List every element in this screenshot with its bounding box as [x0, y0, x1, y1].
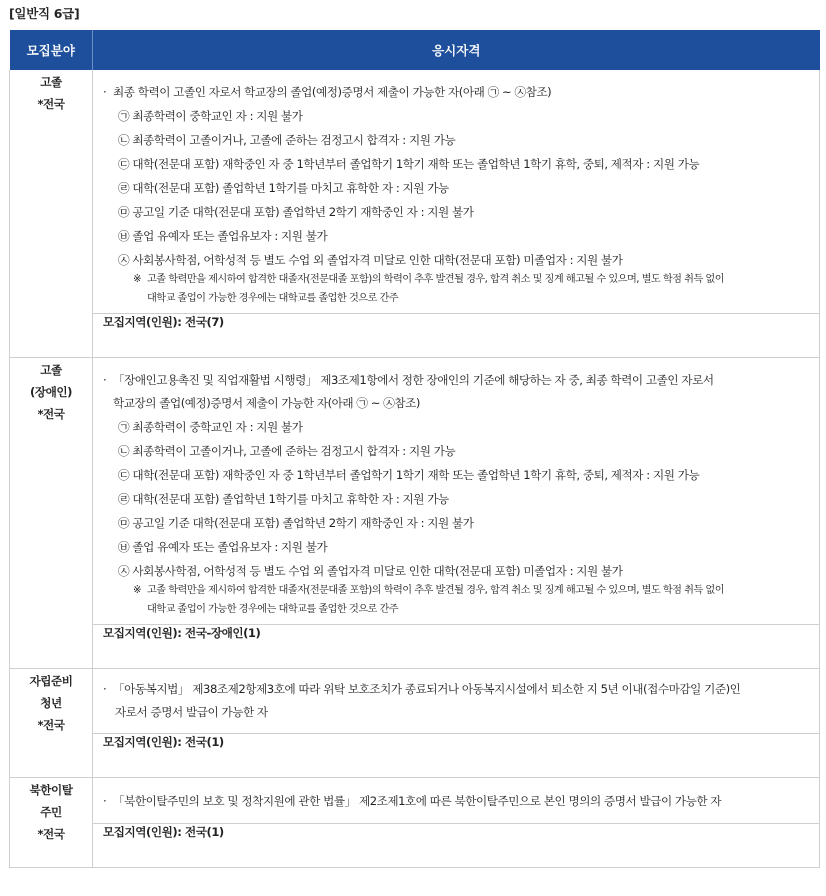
table-row [10, 734, 820, 778]
sub-item: ㉢ 대학(전문대 포함) 재학중인 자 중 1학년부터 졸업학기 1학기 재학 또는 졸업학년 1학기 휴학, 중퇴, 제적자 : 지원 가능 [118, 157, 700, 171]
sub-item: ㉥ 졸업 유예자 또는 졸업유보자 : 지원 불가 [118, 229, 328, 243]
main-qualification: · 최종 학력이 고졸인 자로서 학교장의 졸업(예정)증명서 제출이 가능한 자(아래 ㉠ ~ ㉦참조) [103, 85, 552, 99]
region-cell: 모집지역(인원): 전국(1) [93, 824, 820, 868]
field-cell: 북한이탈 주민 *전국 [10, 778, 93, 868]
field-cell: 자립준비 청년 *전국 [10, 669, 93, 778]
field-cell: 고졸 (장애인) *전국 [10, 358, 93, 669]
header-qualification: 응시자격 [93, 30, 820, 70]
sub-item: ㉥ 졸업 유예자 또는 졸업유보자 : 지원 불가 [118, 540, 328, 554]
sub-item: ㉦ 사회봉사학점, 어학성적 등 별도 수업 외 졸업자격 미달로 인한 대학(전문대 포함) 미졸업자 : 지원 불가 [118, 564, 623, 578]
header-field: 모집분야 [10, 30, 93, 70]
sub-item: ㉠ 최종학력이 중학교인 자 : 지원 불가 [118, 420, 303, 434]
table-row [10, 625, 820, 669]
section-caption: [일반직 6급] [9, 6, 80, 21]
qualification-cell: · 「아동복지법」 제38조제2항제3호에 따라 위탁 보호조치가 종료되거나 아동복지시설에서 퇴소한 지 5년 이내(접수마감일 기준)인 자로서 증명서 발급이 가능한 자 [93, 669, 820, 734]
sub-item: ㉣ 대학(전문대 포함) 졸업학년 1학기를 마치고 휴학한 자 : 지원 가능 [118, 492, 449, 506]
table-row [10, 358, 820, 625]
sub-item: ㉠ 최종학력이 중학교인 자 : 지원 불가 [118, 109, 303, 123]
main-qualification: · 「장애인고용촉진 및 직업재활법 시행령」 제3조제1항에서 정한 장애인의 기준에 해당하는 자 중, 최종 학력이 고졸인 자로서 [103, 373, 714, 387]
qualification-cell: · 「장애인고용촉진 및 직업재활법 시행령」 제3조제1항에서 정한 장애인의 기준에 해당하는 자 중, 최종 학력이 고졸인 자로서 학교장의 졸업(예정)증명서 제출이 가능한 자(아래 ㉠ ~ ㉦참조) ㉠ 최종학력이 중학교인 자 : 지원 불가 ㉡ 최종학력이 고졸이거나, 고졸에 준하는 검정고시 합격자 : 지원 가능 ㉢ 대학(전문대 포함) 재학중인 자 중 1학년부터 졸업학기 1학기 재학 또는 졸업학년 1학기 휴학, 중퇴, 제적자 : 지원 가능 ㉣ 대학(전문대 포함) 졸업학년 1학기를 마치고 휴학한 자 : 지원 가능 ㉤ 공고일 기준 대학(전문대 포함) 졸업학년 2학기 재학중인 자 : 지원 불가 ㉥ 졸업 유예자 또는 졸업유보자 : 지원 불가 ㉦ 사회봉사학점, 어학성적 등 별도 수업 외 졸업자격 미달로 인한 대학(전문대 포함) 미졸업자 : 지원 불가 ※ 고졸 학력만을 제시하여 합격한 대졸자(전문대졸 포함)의 학력이 추후 발견될 경우, 합격 취소 및 징계 해고될 수 있으며, 별도 학점 취득 없이 대학교 졸업이 가능한 경우에는 대학교를 졸업한 것으로 간주 [93, 358, 820, 625]
qualification-cell [93, 70, 820, 314]
table-row [10, 669, 820, 734]
sub-item: ㉡ 최종학력이 고졸이거나, 고졸에 준하는 검정고시 합격자 : 지원 가능 [118, 133, 456, 147]
field-cell: 고졸 *전국 [10, 70, 93, 358]
region-cell: 모집지역(인원): 전국(1) [93, 734, 820, 778]
region-cell: 모집지역(인원): 전국-장애인(1) [93, 625, 820, 669]
region-cell: 모집지역(인원): 전국(7) [93, 314, 820, 358]
main-qualification: · 「아동복지법」 제38조제2항제3호에 따라 위탁 보호조치가 종료되거나 아동복지시설에서 퇴소한 지 5년 이내(접수마감일 기준)인 [103, 682, 741, 696]
qualification-table [9, 30, 820, 868]
sub-item: ㉦ 사회봉사학점, 어학성적 등 별도 수업 외 졸업자격 미달로 인한 대학(전문대 포함) 미졸업자 : 지원 불가 [118, 253, 623, 267]
table-row [10, 778, 820, 824]
sub-item: ㉢ 대학(전문대 포함) 재학중인 자 중 1학년부터 졸업학기 1학기 재학 또는 졸업학년 1학기 휴학, 중퇴, 제적자 : 지원 가능 [118, 468, 700, 482]
table-row [10, 70, 820, 314]
table-header-row [10, 30, 820, 70]
note: ※ 고졸 학력만을 제시하여 합격한 대졸자(전문대졸 포함)의 학력이 추후 발견될 경우, 합격 취소 및 징계 해고될 수 있으며, 별도 학점 취득 없이 대학교 졸업이 가능한 경우에는 대학교를 졸업한 것으로 간주 [133, 585, 724, 615]
table-row [10, 824, 820, 868]
sub-item: ㉣ 대학(전문대 포함) 졸업학년 1학기를 마치고 휴학한 자 : 지원 가능 [118, 181, 449, 195]
sub-item: ㉤ 공고일 기준 대학(전문대 포함) 졸업학년 2학기 재학중인 자 : 지원 불가 [118, 205, 474, 219]
main-qualification: · 「북한이탈주민의 보호 및 정착지원에 관한 법률」 제2조제1호에 따른 북한이탈주민으로 본인 명의의 증명서 발급이 가능한 자 [103, 794, 722, 808]
table-row [10, 314, 820, 358]
sub-item: ㉤ 공고일 기준 대학(전문대 포함) 졸업학년 2학기 재학중인 자 : 지원 불가 [118, 516, 474, 530]
note: ※ 고졸 학력만을 제시하여 합격한 대졸자(전문대졸 포함)의 학력이 추후 발견될 경우, 합격 취소 및 징계 해고될 수 있으며, 별도 학점 취득 없이 대학교 졸업이 가능한 경우에는 대학교를 졸업한 것으로 간주 [133, 274, 724, 304]
qualification-cell [93, 778, 820, 824]
sub-item: ㉡ 최종학력이 고졸이거나, 고졸에 준하는 검정고시 합격자 : 지원 가능 [118, 444, 456, 458]
